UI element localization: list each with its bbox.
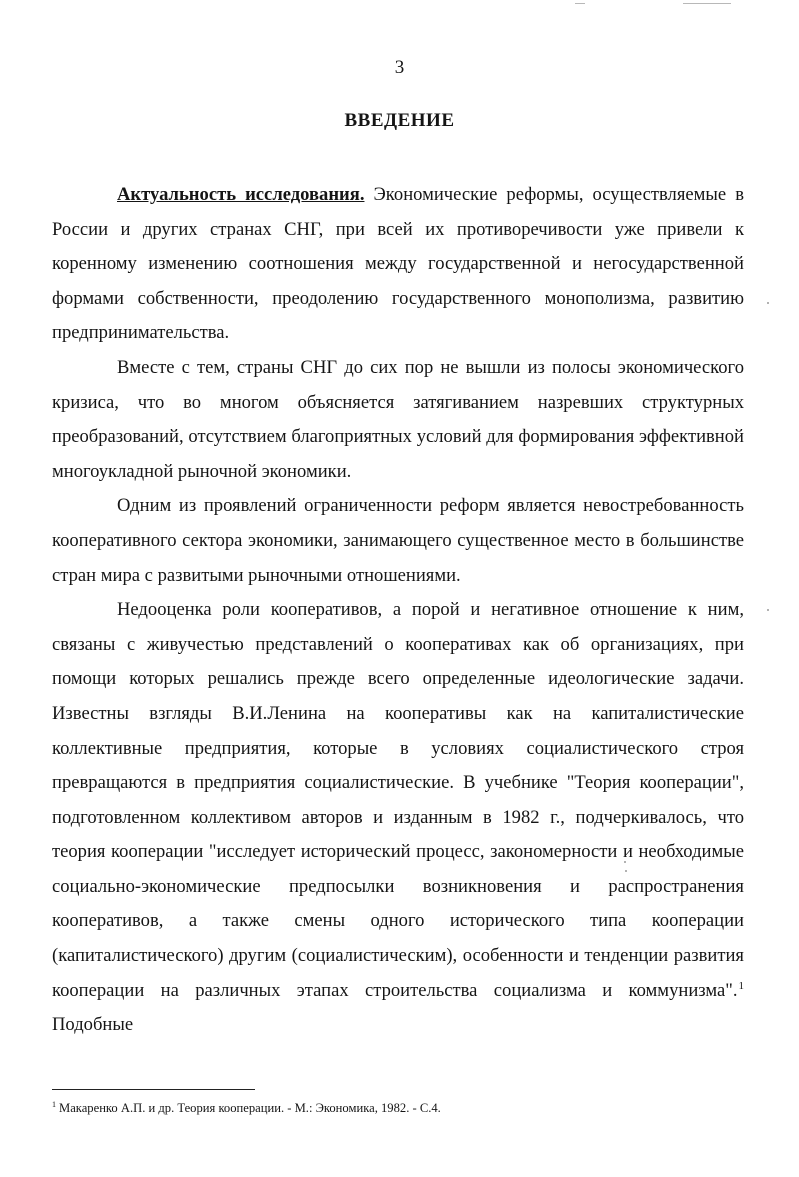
scan-speck: [767, 609, 769, 611]
footnote: [52, 1100, 744, 1116]
scan-speck: [767, 302, 769, 304]
footnote-reference: 1: [738, 979, 744, 992]
body-text: [52, 178, 744, 1043]
paragraph-crisis: [52, 351, 744, 489]
paragraph-underestimation: [52, 593, 744, 1043]
paragraph-relevance: [52, 178, 744, 351]
footnote-marker: 1: [52, 1100, 56, 1109]
page-number: 3: [394, 57, 405, 78]
paragraph-text: Экономические реформы, осуществляемые в России и других странах СНГ, при всей их противоречивости уже привели к коренному изменению соотношения между государственной и негосударственной формами собственности, преодолению государственного монополизма, развитию предпринимательства.: [52, 184, 744, 344]
paragraph-text: Недооценка роли кооперативов, а порой и негативное отношение к ним, связаны с живучестью представлений о кооперативах как об организациях, при помощи которых решались прежде всего определенные идеологические задачи. Известны взгляды В.И.Ленина на кооперативы как на капиталистические коллективные предприятия, которые в условиях социалистического строя превращаются в предприятия социалистические. В учебнике "Теория кооперации", подготовленном коллективом авторов и изданным в 1982 г., подчеркивалось, что теория кооперации "исследует исторический процесс, закономерности и необходимые социально-экономические предпосылки возникновения и распространения кооперативов, а также смены одного исторического типа кооперации (капиталистического) другим (социалистическим), особенности и тенденции развития кооперации на различных этапах строительства социализма и коммунизма".: [52, 599, 744, 1001]
relevance-lead: Актуальность исследования.: [117, 184, 365, 205]
paragraph-tail: Подобные: [52, 1014, 134, 1036]
footnote-text: Макаренко А.П. и др. Теория кооперации. - М.: Экономика, 1982. - С.4.: [59, 1101, 441, 1115]
section-heading: ВВЕДЕНИЕ: [344, 110, 455, 131]
scan-artifact: [575, 3, 585, 4]
footnote-divider: [52, 1089, 255, 1090]
paragraph-text: Одним из проявлений ограниченности реформ является невостребованность кооперативного сектора экономики, занимающего существенное место в большинстве стран мира с развитыми рыночными отношениями.: [52, 495, 744, 586]
paragraph-text: Вместе с тем, страны СНГ до сих пор не вышли из полосы экономического кризиса, что во многом объясняется затягиванием назревших структурных преобразований, отсутствием благоприятных условий для формирования эффективной многоукладной рыночной экономики.: [52, 356, 744, 482]
paragraph-limitations: [52, 489, 744, 593]
scan-artifact: [683, 3, 731, 4]
